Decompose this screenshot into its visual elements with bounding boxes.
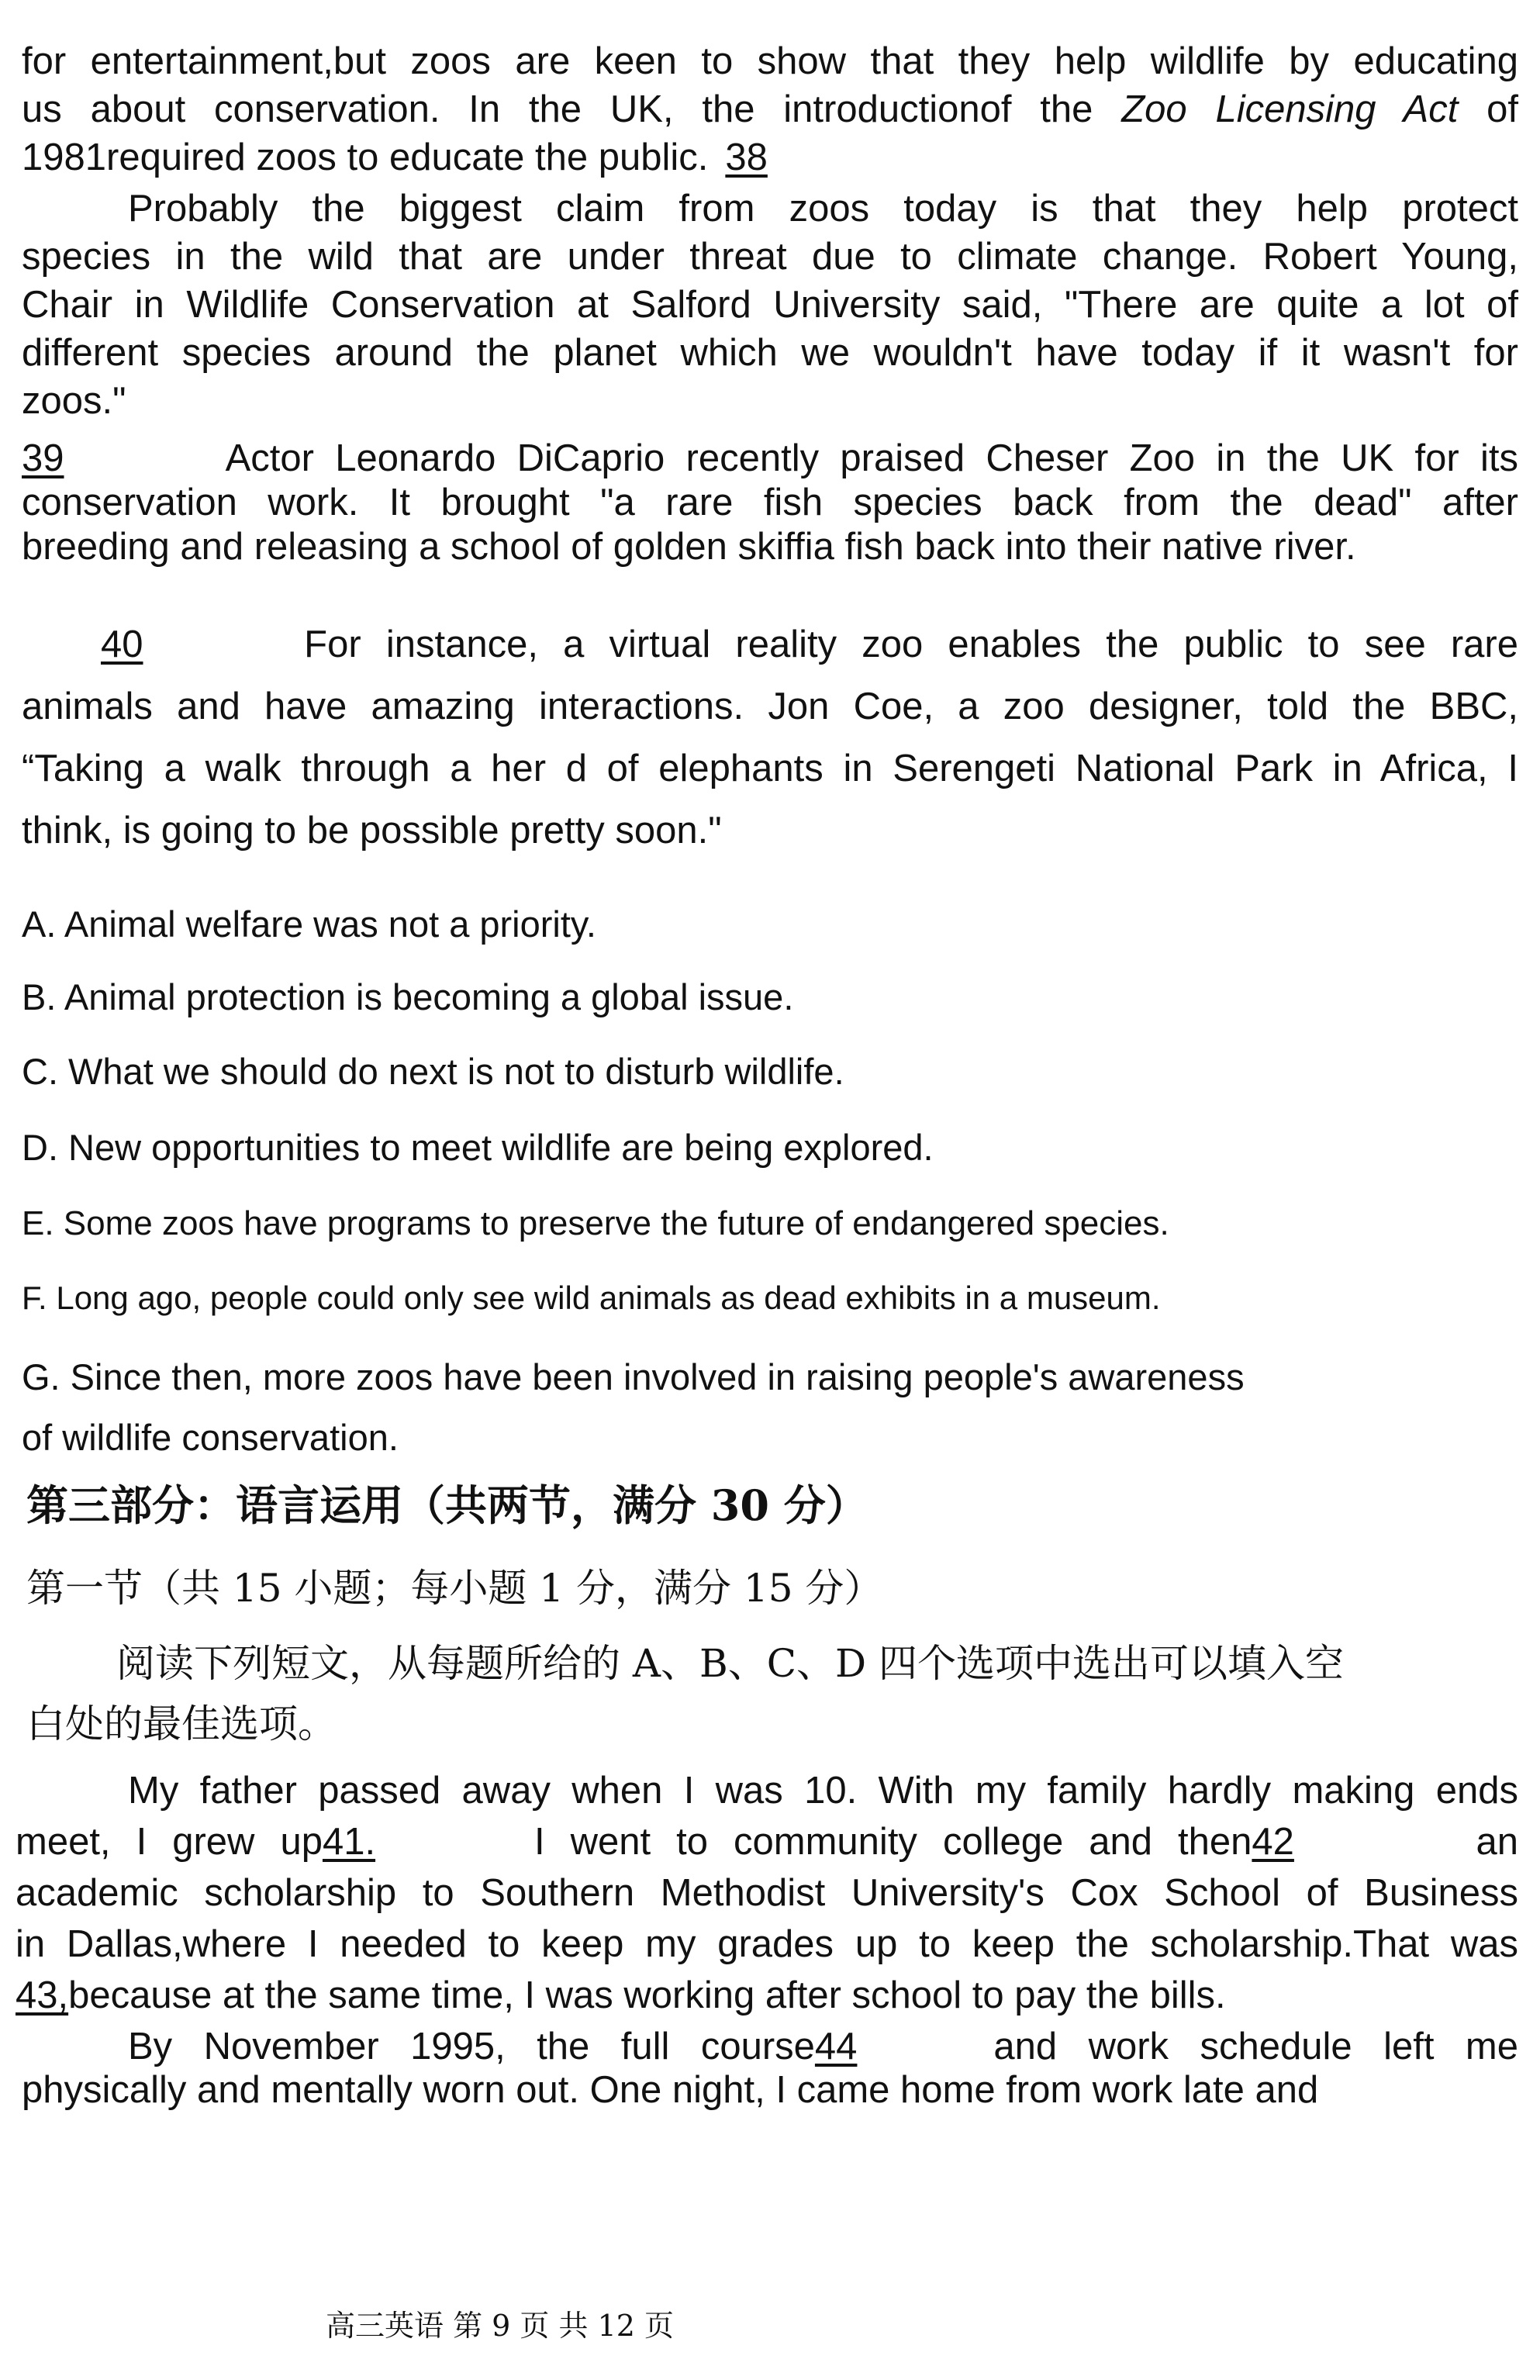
passage1-p4-line-2: animals and have amazing interactions. Jon Coe, a zoo designer, told the BBC,	[22, 686, 1518, 727]
page-footer: 高三英语 第 9 页 共 12 页	[326, 2309, 675, 2343]
passage1-line-2-text: us about conservation. In the UK, the introductionof the	[22, 88, 1122, 130]
passage1-p2-line-2: species in the wild that are under threat due to climate change. Robert Young,	[22, 236, 1518, 278]
option-a: A. Animal welfare was not a priority.	[22, 903, 596, 945]
passage2-line-3: academic scholarship to Southern Methodist University's Cox School of Business	[16, 1872, 1518, 1914]
blank-40: 40	[101, 623, 143, 665]
passage1-line-3	[22, 133, 1518, 181]
passage2-line-2	[16, 1818, 1518, 1866]
passage1-p3-line-1-text: Actor Leonardo DiCaprio recently praised Cheser Zoo in the UK for its	[225, 437, 1518, 479]
passage1-line-3-text: 1981required zoos to educate the public.	[22, 136, 709, 178]
passage1-p4-line-4: think, is going to be possible pretty soon."	[22, 810, 722, 851]
option-f: F. Long ago, people could only see wild animals as dead exhibits in a museum.	[22, 1280, 1161, 1316]
zoo-licensing-act: Zoo Licensing Act	[1121, 88, 1459, 130]
passage1-line-2	[22, 85, 1518, 133]
passage1-p4-line-1	[101, 620, 1518, 668]
section-title: 第三部分：语言运用（共两节，满分 30 分）	[26, 1480, 868, 1530]
passage1-line-1: for entertainment,but zoos are keen to show that they help wildlife by educating	[22, 40, 1518, 82]
passage2-line-6-end: and work schedule left me	[993, 2026, 1518, 2067]
passage1-p3-line-1	[22, 434, 1518, 482]
passage1-p2-line-4: different species around the planet which we wouldn't have today if it wasn't for	[22, 332, 1518, 374]
blank-41: 41.	[322, 1821, 376, 1863]
option-g: G. Since then, more zoos have been involved in raising people's awareness	[22, 1356, 1245, 1397]
option-b: B. Animal protection is becoming a global issue.	[22, 976, 794, 1017]
passage2-line-6	[128, 2022, 1518, 2071]
passage2-line-1: My father passed away when I was 10. With my family hardly making ends	[128, 1770, 1518, 1812]
passage1-p2-line-5: zoos."	[22, 380, 126, 422]
option-c: C. What we should do next is not to disturb wildlife.	[22, 1051, 844, 1092]
passage2-line-2-mid: I went to community college and then	[533, 1821, 1252, 1863]
passage2-line-5-text: because at the same time, I was working after school to pay the bills.	[68, 1974, 1226, 2016]
blank-38: 38	[725, 136, 768, 178]
option-g-continued: of wildlife conservation.	[22, 1417, 399, 1458]
passage2-line-2-end: an	[1476, 1821, 1518, 1863]
blank-44: 44	[814, 2026, 858, 2067]
passage1-p2-line-1: Probably the biggest claim from zoos today is that they help protect	[128, 188, 1518, 230]
passage1-p3-line-2: conservation work. It brought "a rare fish species back from the dead" after	[22, 482, 1518, 523]
passage1-p4-line-3: “Taking a walk through a her d of elephants in Serengeti National Park in Africa, I	[22, 748, 1518, 789]
passage1-p3-line-3: breeding and releasing a school of golden skiffia fish back into their native river.	[22, 526, 1356, 568]
passage2-line-2-start: meet, I grew up	[16, 1821, 323, 1863]
option-d: D. New opportunities to meet wildlife are being explored.	[22, 1127, 934, 1168]
instruction-line-1: 阅读下列短文，从每题所给的 A、B、C、D 四个选项中选出可以填入空	[116, 1641, 1344, 1686]
option-e: E. Some zoos have programs to preserve the future of endangered species.	[22, 1204, 1169, 1242]
section-subtitle: 第一节（共 15 小题；每小题 1 分，满分 15 分）	[26, 1566, 883, 1611]
passage2-line-4: in Dallas,where I needed to keep my grades up to keep the scholarship.That was	[16, 1923, 1518, 1965]
passage1-line-2-end: of	[1458, 88, 1518, 130]
passage1-p2-line-3: Chair in Wildlife Conservation at Salford University said, "There are quite a lot of	[22, 284, 1518, 326]
blank-42: 42	[1252, 1821, 1294, 1863]
passage2-line-7: physically and mentally worn out. One night, I came home from work late and	[22, 2069, 1319, 2111]
passage2-line-6-start: By November 1995, the full course	[128, 2026, 815, 2067]
instruction-line-2: 白处的最佳选项。	[26, 1701, 337, 1746]
blank-39: 39	[22, 437, 64, 479]
passage1-p4-line-1-text: For instance, a virtual reality zoo enables the public to see rare	[304, 623, 1518, 665]
passage2-line-5	[16, 1971, 1512, 2019]
blank-43: 43,	[16, 1974, 69, 2016]
